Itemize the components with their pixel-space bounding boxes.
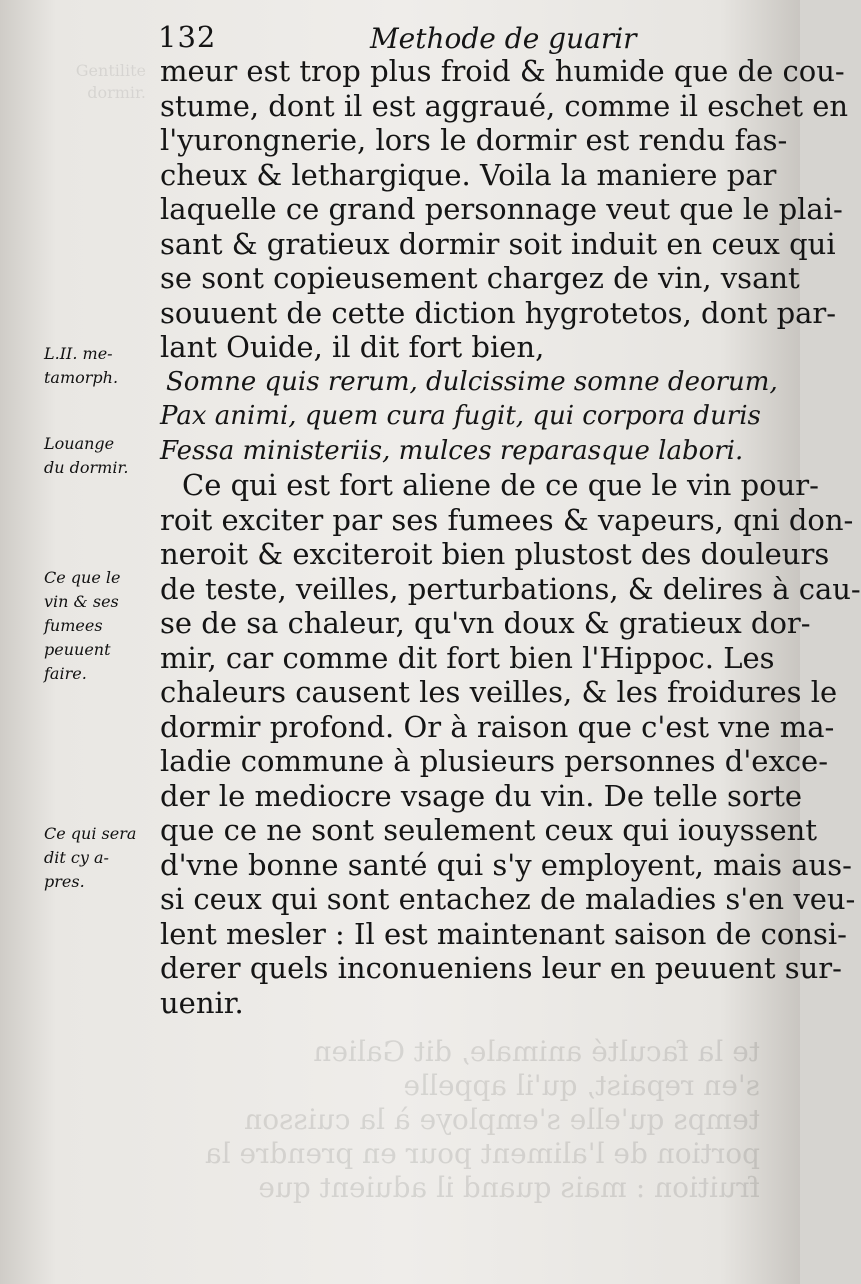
margin-note-line: pres.	[44, 872, 85, 891]
text-line: chaleurs causent les veilles, & les froidures le	[160, 675, 838, 709]
text-line: ladie commune à plusieurs personnes d'exce-	[160, 744, 829, 778]
margin-note-line: du dormir.	[44, 458, 129, 477]
margin-note-line: tamorph.	[44, 368, 119, 387]
text-line: se sont copieusement chargez de vin, vsant	[160, 261, 800, 295]
text-line: se de sa chaleur, qu'vn doux & gratieux dor-	[160, 606, 811, 640]
page-number: 132	[158, 20, 217, 54]
margin-note-line: fumees	[44, 616, 103, 635]
text-line: stume, dont il est aggraué, comme il eschet en	[160, 88, 849, 123]
text-line: lant Ouide, il dit fort bien,	[160, 330, 545, 364]
text-line: dormir profond. Or à raison que c'est vne ma-	[160, 709, 835, 744]
margin-note-line: peuuent	[44, 640, 111, 659]
text-line: Ce qui est fort aliene de ce que le vin pour-	[182, 468, 819, 502]
show-through-text: te la faculté animale, dit Galien s'en repaist, qu'il appelle temps qu'elle s'employe à la cuisson portion de l'aliment pour en prendre la fruition : mais quand il aduient que	[204, 1035, 760, 1204]
verse-line: Fessa ministeriis, mulces reparasque labori.	[160, 435, 744, 466]
margin-note-line: L.II. me-	[44, 344, 113, 363]
text-line: uenir.	[160, 985, 244, 1020]
margin-note	[44, 432, 156, 480]
text-line: cheux & lethargique. Voila la maniere par	[160, 157, 777, 192]
text-line: l'yurongnerie, lors le dormir est rendu fas-	[160, 123, 788, 157]
text-line: neroit & exciteroit bien plustost des douleurs	[160, 537, 830, 571]
text-line: der le mediocre vsage du vin. De telle sorte	[160, 778, 803, 813]
text-line: si ceux qui sont entachez de maladies s'en veu-	[160, 882, 856, 916]
text-line: derer quels inconueniens leur en peuuent sur-	[160, 951, 842, 985]
margin-note	[44, 342, 156, 390]
margin-note-line: vin & ses	[44, 592, 119, 611]
margin-note	[44, 566, 156, 686]
page-header	[0, 14, 800, 54]
text-line: mir, car comme dit fort bien l'Hippoc. Les	[160, 640, 775, 675]
text-line: roit exciter par ses fumees & vapeurs, qni don-	[160, 502, 854, 537]
margin-note	[44, 822, 156, 894]
text-line: d'vne bonne santé qui s'y employent, mais aus-	[160, 847, 852, 882]
text-line: que ce ne sont seulement ceux qui iouyssent	[160, 813, 818, 847]
text-line: de teste, veilles, perturbations, & delires à cau-	[160, 571, 861, 606]
margin-note-line: Ce que le	[44, 568, 121, 587]
text-line: sant & gratieux dormir soit induit en ceux qui	[160, 226, 836, 261]
show-through-margin: Gentilite dormir.	[75, 61, 146, 102]
text-line: souuent de cette diction hygrotetos, dont par-	[160, 295, 837, 330]
margin-note-line: Louange	[44, 434, 115, 453]
text-line: lent mesler : Il est maintenant saison de consi-	[160, 916, 847, 951]
main-text	[160, 54, 861, 1020]
margin-note-line: Ce qui sera	[44, 824, 137, 843]
margin-note-line: faire.	[44, 664, 87, 683]
margin-note-line: dit cy a-	[44, 848, 109, 867]
text-line: laquelle ce grand personnage veut que le plai-	[160, 192, 843, 226]
verse-line: Pax animi, quem cura fugit, qui corpora duris	[160, 401, 761, 431]
running-head: Methode de guarir	[370, 22, 637, 55]
text-line: meur est trop plus froid & humide que de cou-	[160, 54, 845, 88]
verse-line: Somne quis rerum, dulcissime somne deorum,	[166, 366, 778, 397]
